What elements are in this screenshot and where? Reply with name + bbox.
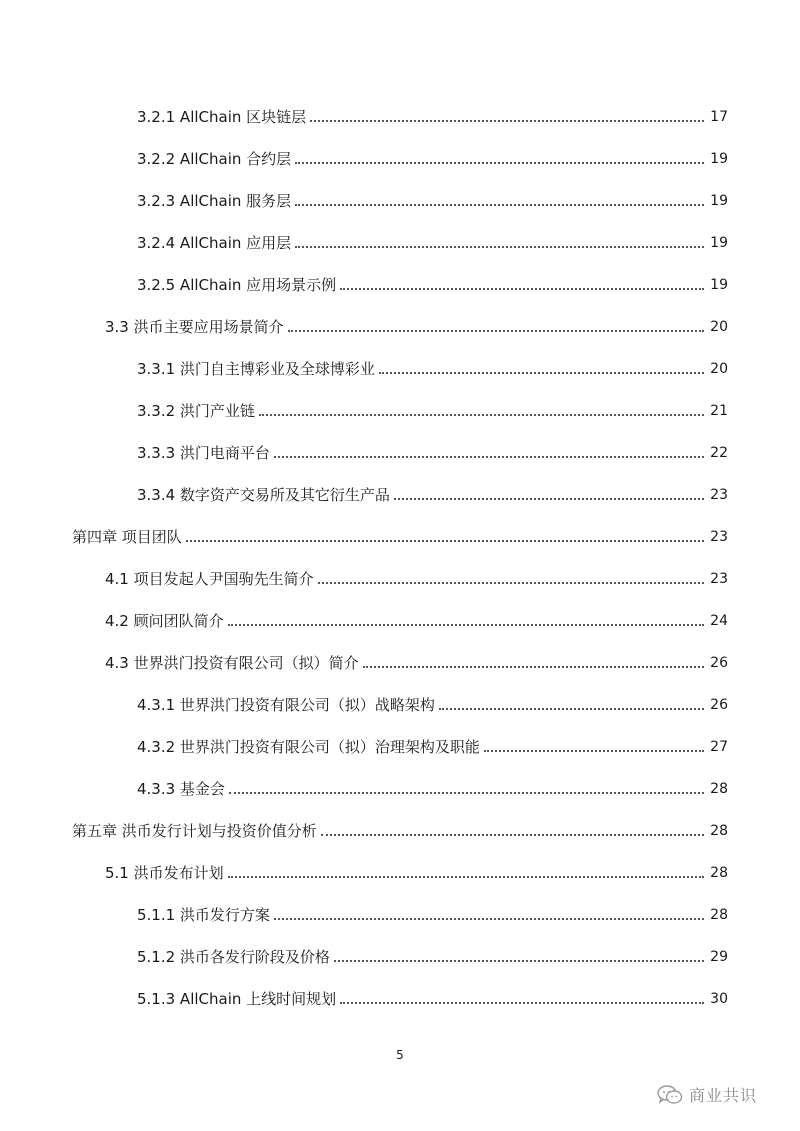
toc-entry[interactable] bbox=[137, 439, 728, 463]
toc-entry[interactable] bbox=[137, 355, 728, 379]
toc-entry[interactable] bbox=[137, 691, 728, 715]
toc-entry-page: 28 bbox=[710, 865, 728, 881]
dot-leader bbox=[229, 792, 704, 794]
toc-entry[interactable] bbox=[105, 649, 728, 673]
toc-entry-title: 3.3.3 洪门电商平台 bbox=[137, 444, 270, 462]
toc-entry-title: 第四章 项目团队 bbox=[72, 528, 182, 546]
dot-leader bbox=[259, 414, 704, 416]
toc-entry[interactable] bbox=[105, 313, 728, 337]
toc-entry-page: 21 bbox=[710, 403, 728, 419]
toc-entry-title: 第五章 洪币发行计划与投资价值分析 bbox=[72, 822, 317, 840]
toc-entry-page: 20 bbox=[710, 361, 728, 377]
dot-leader bbox=[295, 246, 704, 248]
toc-entry-page: 28 bbox=[710, 781, 728, 797]
toc-entry[interactable] bbox=[137, 481, 728, 505]
toc-entry-title: 3.3 洪币主要应用场景简介 bbox=[105, 318, 284, 336]
toc-entry-title: 3.2.4 AllChain 应用层 bbox=[137, 234, 292, 252]
toc-entry[interactable] bbox=[137, 985, 728, 1009]
toc-entry-page: 26 bbox=[710, 655, 728, 671]
toc-entry-title: 5.1.1 洪币发行方案 bbox=[137, 906, 270, 924]
toc-entry-page: 17 bbox=[710, 109, 728, 125]
toc-entry-title: 3.3.4 数字资产交易所及其它衍生产品 bbox=[137, 486, 390, 504]
toc-entry-page: 20 bbox=[710, 319, 728, 335]
dot-leader bbox=[439, 708, 704, 710]
toc-entry-title: 4.1 项目发起人尹国驹先生简介 bbox=[105, 570, 314, 588]
dot-leader bbox=[334, 960, 704, 962]
dot-leader bbox=[274, 456, 704, 458]
page-number: 5 bbox=[396, 1048, 404, 1062]
toc-entry-title: 4.3.2 世界洪门投资有限公司（拟）治理架构及职能 bbox=[137, 738, 480, 756]
toc-entry-title: 3.2.2 AllChain 合约层 bbox=[137, 150, 292, 168]
toc-entry[interactable] bbox=[72, 817, 728, 841]
dot-leader bbox=[228, 876, 705, 878]
toc-entry-page: 29 bbox=[710, 949, 728, 965]
dot-leader bbox=[295, 162, 704, 164]
toc-entry-page: 28 bbox=[710, 907, 728, 923]
toc-entry-title: 5.1 洪币发布计划 bbox=[105, 864, 224, 882]
toc-entry-page: 19 bbox=[710, 193, 728, 209]
toc-entry-page: 22 bbox=[710, 445, 728, 461]
dot-leader bbox=[318, 582, 705, 584]
dot-leader bbox=[295, 204, 704, 206]
toc-entry-title: 3.3.2 洪门产业链 bbox=[137, 402, 255, 420]
toc-entry[interactable] bbox=[72, 523, 728, 547]
toc-entry-page: 19 bbox=[710, 277, 728, 293]
toc-entry-page: 28 bbox=[710, 823, 728, 839]
dot-leader bbox=[394, 498, 704, 500]
dot-leader bbox=[186, 540, 704, 542]
toc-entry-title: 5.1.3 AllChain 上线时间规划 bbox=[137, 990, 337, 1008]
toc-entry-title: 3.3.1 洪门自主博彩业及全球博彩业 bbox=[137, 360, 375, 378]
toc-entry-title: 4.3 世界洪门投资有限公司（拟）简介 bbox=[105, 654, 359, 672]
toc-entry[interactable] bbox=[137, 145, 728, 169]
toc-entry-page: 23 bbox=[710, 529, 728, 545]
toc-entry[interactable] bbox=[137, 943, 728, 967]
dot-leader bbox=[379, 372, 704, 374]
toc-entry-title: 3.2.1 AllChain 区块链层 bbox=[137, 108, 307, 126]
toc-entry[interactable] bbox=[137, 229, 728, 253]
toc-entry[interactable] bbox=[137, 187, 728, 211]
toc-entry-page: 19 bbox=[710, 151, 728, 167]
toc-entry[interactable] bbox=[137, 901, 728, 925]
toc-entry-title: 4.3.1 世界洪门投资有限公司（拟）战略架构 bbox=[137, 696, 435, 714]
toc-entry-page: 23 bbox=[710, 487, 728, 503]
watermark-text: 商业共识 bbox=[689, 1086, 758, 1105]
toc-entry[interactable] bbox=[137, 397, 728, 421]
toc-entry-title: 4.3.3 基金会 bbox=[137, 780, 225, 798]
toc-entry-page: 30 bbox=[710, 991, 728, 1007]
watermark bbox=[657, 1083, 757, 1106]
toc-entry[interactable] bbox=[105, 565, 728, 589]
dot-leader bbox=[228, 624, 705, 626]
toc-entry-title: 3.2.3 AllChain 服务层 bbox=[137, 192, 292, 210]
toc-entry-page: 26 bbox=[710, 697, 728, 713]
dot-leader bbox=[321, 834, 704, 836]
toc-entry-page: 27 bbox=[710, 739, 728, 755]
toc-entry-title: 3.2.5 AllChain 应用场景示例 bbox=[137, 276, 337, 294]
dot-leader bbox=[484, 750, 704, 752]
dot-leader bbox=[310, 120, 704, 122]
toc-entry-title: 5.1.2 洪币各发行阶段及价格 bbox=[137, 948, 330, 966]
toc-entry[interactable] bbox=[105, 607, 728, 631]
dot-leader bbox=[363, 666, 705, 668]
toc-entry[interactable] bbox=[137, 733, 728, 757]
toc-entry[interactable] bbox=[137, 103, 728, 127]
dot-leader bbox=[274, 918, 704, 920]
toc-entry-page: 19 bbox=[710, 235, 728, 251]
toc-entry[interactable] bbox=[137, 775, 728, 799]
toc-entry-page: 23 bbox=[710, 571, 728, 587]
dot-leader bbox=[288, 330, 705, 332]
toc-entry-page: 24 bbox=[710, 613, 728, 629]
toc-entry[interactable] bbox=[105, 859, 728, 883]
dot-leader bbox=[340, 288, 704, 290]
dot-leader bbox=[340, 1002, 704, 1004]
wechat-icon bbox=[657, 1085, 683, 1105]
toc-entry[interactable] bbox=[137, 271, 728, 295]
toc-entry-title: 4.2 顾问团队简介 bbox=[105, 612, 224, 630]
